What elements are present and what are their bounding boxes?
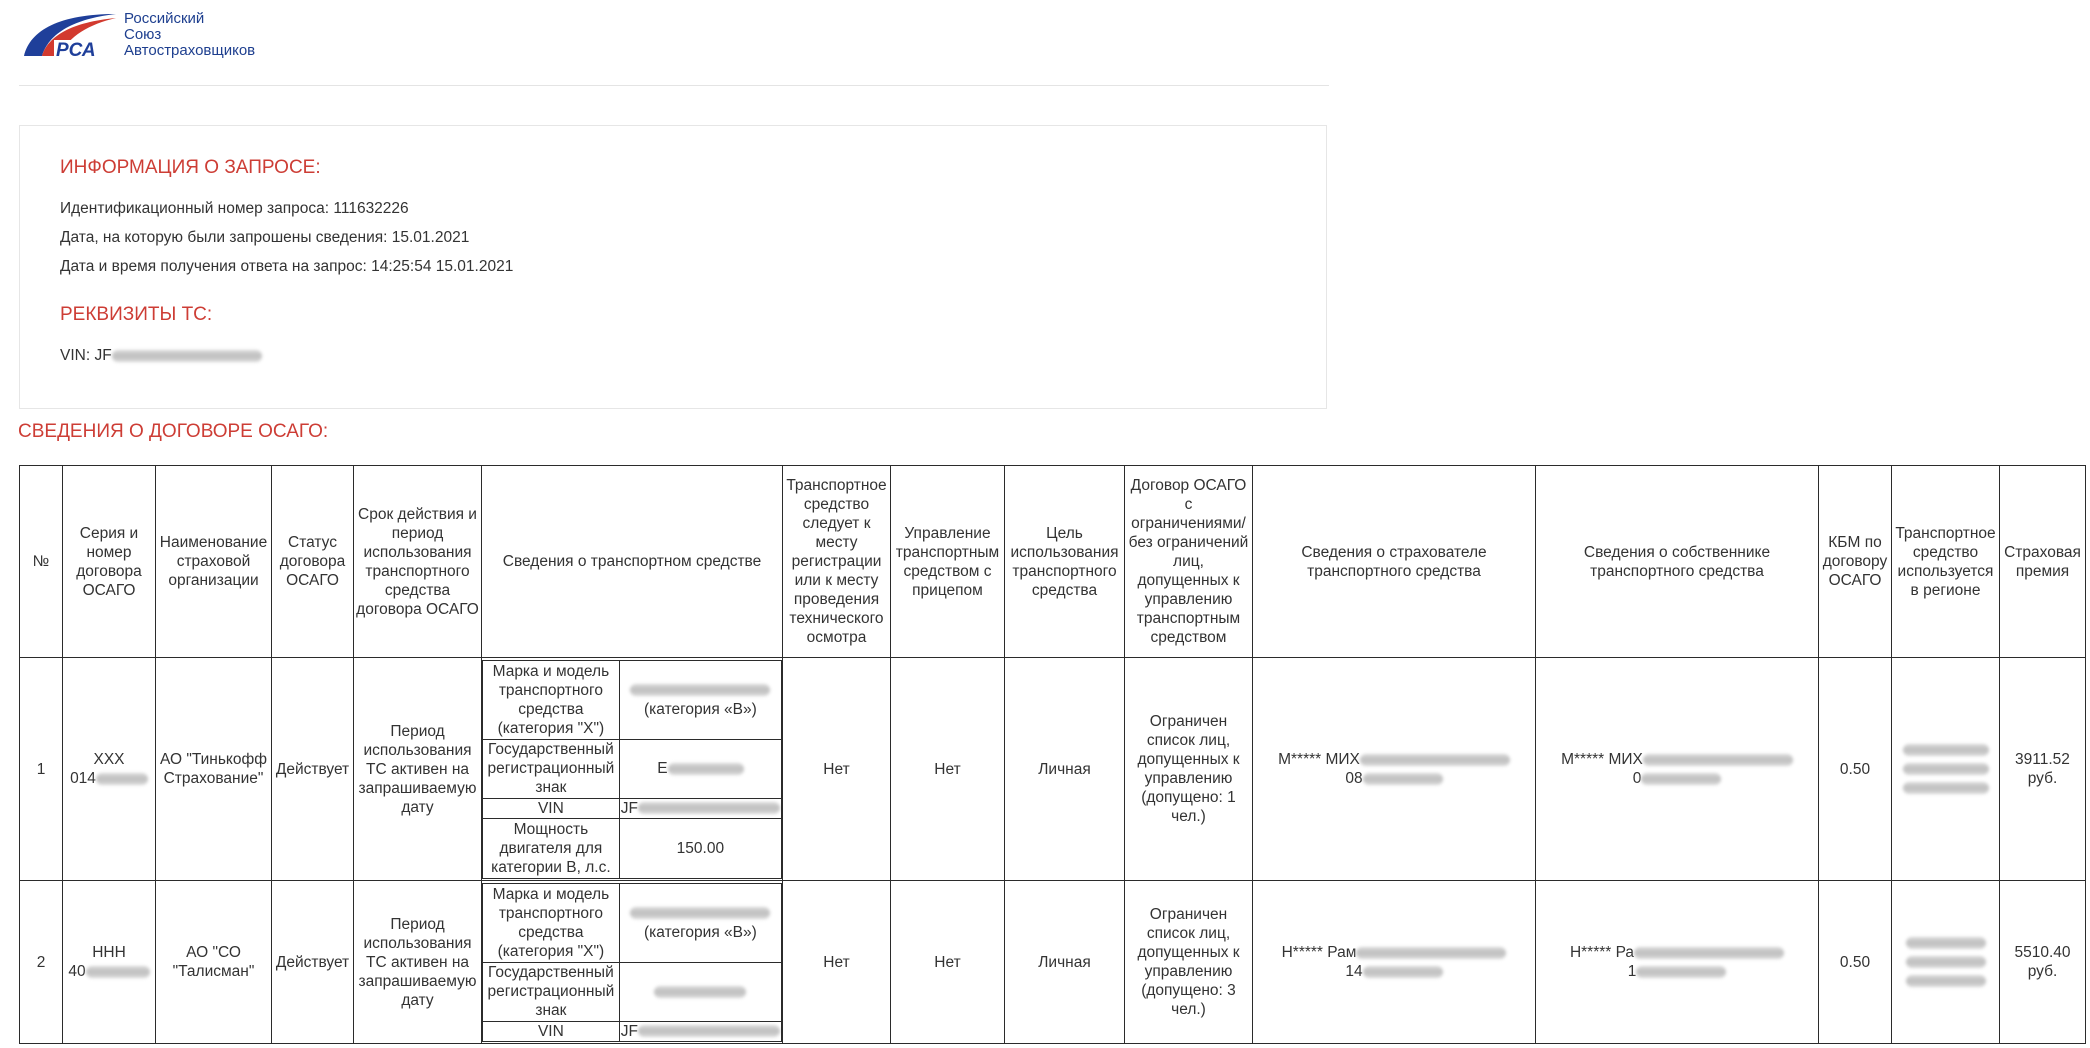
vehicle-vin-label: VIN: JF bbox=[60, 347, 112, 364]
usage-period: Период использования ТС активен на запрашиваемую дату bbox=[354, 658, 482, 881]
col-header-kbm: КБМ по договору ОСАГО bbox=[1819, 466, 1892, 658]
logo-line-2: Союз bbox=[124, 26, 162, 43]
vehicle-make-model-value bbox=[619, 883, 781, 962]
logo-wordmark bbox=[124, 11, 255, 59]
premium-value: 3911.52 руб. bbox=[2000, 658, 2086, 881]
col-header-premium: Страховая премия bbox=[2000, 466, 2086, 658]
vehicle-details-heading: РЕКВИЗИТЫ ТС: bbox=[60, 304, 213, 325]
restriction-value: Ограничен список лиц, допущенных к управлению (допущено: 3 чел.) bbox=[1125, 881, 1253, 1044]
owner-name: M***** МИХ bbox=[1561, 751, 1643, 768]
vehicle-details-table bbox=[482, 660, 782, 879]
col-header-vehicle: Сведения о транспортном средстве bbox=[482, 466, 783, 658]
policyholder-dob: 08 bbox=[1345, 770, 1363, 787]
kbm-value: 0.50 bbox=[1819, 658, 1892, 881]
vehicle-plate-value bbox=[619, 962, 781, 1021]
policy-number-prefix: 014 bbox=[70, 770, 96, 787]
col-header-policyholder: Сведения о страхователе транспортного средства bbox=[1253, 466, 1536, 658]
row-number: 1 bbox=[20, 658, 63, 881]
col-header-series: Серия и номер договора ОСАГО bbox=[63, 466, 156, 658]
redacted-make-model bbox=[630, 907, 770, 919]
redacted-owner-name bbox=[1634, 947, 1784, 959]
owner-details bbox=[1536, 658, 1819, 881]
vehicle-category: (категория «B») bbox=[644, 923, 757, 941]
osago-section-heading: СВЕДЕНИЯ О ДОГОВОРЕ ОСАГО: bbox=[18, 421, 329, 442]
usage-purpose-value: Личная bbox=[1005, 658, 1125, 881]
col-header-number: № bbox=[20, 466, 63, 658]
table-header-row bbox=[20, 466, 2086, 658]
policyholder-dob: 14 bbox=[1345, 963, 1363, 980]
redacted-policy-number bbox=[96, 773, 148, 785]
vehicle-vin-line bbox=[60, 347, 262, 365]
redacted-region-line bbox=[1906, 975, 1986, 987]
logo-line-1: Российский bbox=[124, 10, 205, 27]
policyholder-name: M***** МИХ bbox=[1278, 751, 1360, 768]
to-registration-value: Нет bbox=[783, 881, 891, 1044]
policy-number-prefix: 40 bbox=[68, 963, 86, 980]
col-header-region: Транспортное средство используется в регионе bbox=[1892, 466, 2000, 658]
col-header-restriction: Договор ОСАГО с ограничениями/ без ограничений лиц, допущенных к управлению транспортным средством bbox=[1125, 466, 1253, 658]
redacted-plate bbox=[668, 763, 744, 775]
owner-name: H***** Ра bbox=[1569, 944, 1635, 961]
redacted-policyholder-dob bbox=[1363, 773, 1443, 785]
region-value bbox=[1892, 881, 2000, 1044]
col-header-period: Срок действия и период использования транспортного средства договора ОСАГО bbox=[354, 466, 482, 658]
owner-dob: 0 bbox=[1632, 770, 1642, 787]
redacted-policyholder-name bbox=[1360, 754, 1510, 766]
redacted-owner-dob bbox=[1636, 966, 1726, 978]
vehicle-vin-value bbox=[619, 798, 781, 818]
insurer-name: АО "Тинькофф Страхование" bbox=[156, 658, 272, 881]
policyholder-details bbox=[1253, 658, 1536, 881]
vehicle-details-cell bbox=[482, 881, 783, 1044]
col-header-purpose: Цель использования транспортного средства bbox=[1005, 466, 1125, 658]
table-row bbox=[20, 881, 2086, 1044]
vehicle-vin-label: VIN bbox=[483, 798, 620, 818]
policyholder-details bbox=[1253, 881, 1536, 1044]
restriction-value: Ограничен список лиц, допущенных к управлению (допущено: 1 чел.) bbox=[1125, 658, 1253, 881]
vin-prefix: JF bbox=[620, 1022, 638, 1040]
redacted-owner-name bbox=[1643, 754, 1793, 766]
vehicle-make-model-label: Марка и модель транспортного средства (категория "X") bbox=[483, 883, 620, 962]
contract-status: Действует bbox=[272, 658, 354, 881]
vehicle-make-model-value bbox=[619, 660, 781, 739]
col-header-trailer: Управление транспортным средством с прицепом bbox=[891, 466, 1005, 658]
redacted-region-line bbox=[1906, 937, 1986, 949]
osago-contracts-table bbox=[19, 465, 2086, 1044]
col-header-to-registration: Транспортное средство следует к месту регистрации или к месту проведения технического осмотра bbox=[783, 466, 891, 658]
usage-purpose-value: Личная bbox=[1005, 881, 1125, 1044]
policy-series: HHH bbox=[92, 944, 126, 961]
redacted-region-line bbox=[1903, 782, 1989, 794]
redacted-vin bbox=[112, 350, 262, 362]
region-value bbox=[1892, 658, 2000, 881]
owner-details bbox=[1536, 881, 1819, 1044]
vehicle-make-model-label: Марка и модель транспортного средства (категория "X") bbox=[483, 660, 620, 739]
kbm-value: 0.50 bbox=[1819, 881, 1892, 1044]
vehicle-vin-value bbox=[619, 1021, 781, 1041]
rsa-logo bbox=[20, 8, 255, 60]
request-info-heading: ИНФОРМАЦИЯ О ЗАПРОСЕ: bbox=[60, 157, 321, 178]
policy-series: XXX bbox=[93, 751, 125, 768]
response-datetime-line: Дата и время получения ответа на запрос: 14:25:54 15.01.2021 bbox=[60, 258, 514, 275]
premium-value: 5510.40 руб. bbox=[2000, 881, 2086, 1044]
table-row bbox=[20, 658, 2086, 881]
col-header-owner: Сведения о собственнике транспортного средства bbox=[1536, 466, 1819, 658]
row-number: 2 bbox=[20, 881, 63, 1044]
redacted-policy-number bbox=[86, 966, 150, 978]
redacted-make-model bbox=[630, 684, 770, 696]
header-divider bbox=[19, 85, 1329, 86]
usage-period: Период использования ТС активен на запрашиваемую дату bbox=[354, 881, 482, 1044]
redacted-vin bbox=[638, 1025, 780, 1037]
redacted-region-line bbox=[1906, 956, 1986, 968]
policy-series-number bbox=[63, 658, 156, 881]
redacted-vin bbox=[638, 802, 780, 814]
vin-prefix: JF bbox=[620, 799, 638, 817]
to-registration-value: Нет bbox=[783, 658, 891, 881]
redacted-plate bbox=[654, 986, 746, 998]
redacted-policyholder-dob bbox=[1363, 966, 1443, 978]
owner-dob: 1 bbox=[1627, 963, 1637, 980]
col-header-insurer: Наименование страховой организации bbox=[156, 466, 272, 658]
vehicle-details-cell bbox=[482, 658, 783, 881]
logo-mark-text: РСА bbox=[56, 40, 96, 60]
vehicle-plate-label: Государственный регистрационный знак bbox=[483, 739, 620, 798]
vehicle-plate-label: Государственный регистрационный знак bbox=[483, 962, 620, 1021]
redacted-region-line bbox=[1903, 744, 1989, 756]
trailer-value: Нет bbox=[891, 658, 1005, 881]
vehicle-vin-label: VIN bbox=[483, 1021, 620, 1041]
contract-status: Действует bbox=[272, 881, 354, 1044]
vehicle-details-table bbox=[482, 883, 782, 1042]
plate-prefix: E bbox=[657, 760, 668, 777]
redacted-region-line bbox=[1903, 763, 1989, 775]
trailer-value: Нет bbox=[891, 881, 1005, 1044]
col-header-status: Статус договора ОСАГО bbox=[272, 466, 354, 658]
policy-series-number bbox=[63, 881, 156, 1044]
vehicle-plate-value bbox=[619, 739, 781, 798]
logo-line-3: Автостраховщиков bbox=[124, 42, 256, 59]
redacted-policyholder-name bbox=[1356, 947, 1506, 959]
engine-power-label: Мощность двигателя для категории В, л.с. bbox=[483, 818, 620, 878]
redacted-owner-dob bbox=[1641, 773, 1721, 785]
request-date-line: Дата, на которую были запрошены сведения: 15.01.2021 bbox=[60, 229, 470, 246]
insurer-name: АО "СО "Талисман" bbox=[156, 881, 272, 1044]
request-id-line: Идентификационный номер запроса: 111632226 bbox=[60, 200, 409, 217]
policyholder-name: H***** Рам bbox=[1281, 944, 1357, 961]
engine-power-value: 150.00 bbox=[619, 818, 781, 878]
request-info-box bbox=[19, 125, 1327, 409]
rsa-logo-mark bbox=[20, 8, 120, 60]
vehicle-category: (категория «B») bbox=[644, 700, 757, 718]
